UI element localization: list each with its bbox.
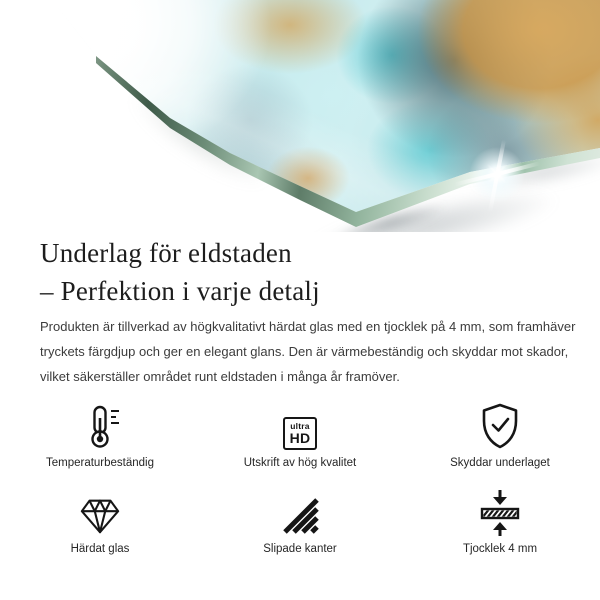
product-hero-image (0, 0, 600, 232)
feature-protects-floor (400, 400, 600, 469)
thickness-icon (478, 486, 522, 536)
feature-polished-edges (200, 486, 400, 555)
feature-temperature (0, 400, 200, 469)
shield-check-icon (477, 400, 523, 450)
product-description-text (40, 314, 575, 389)
description-line: vilket säkerställer området runt eldstaden i många år framöver. (40, 369, 400, 384)
feature-row-2 (0, 486, 600, 555)
ultra-hd-icon-text-top: ultra (290, 421, 310, 431)
feature-label: Temperaturbeständig (45, 457, 155, 469)
ultra-hd-icon (283, 400, 317, 450)
section-title-line1: Underlag för eldstaden (40, 238, 292, 268)
feature-tempered-glass (0, 486, 200, 555)
feature-thickness (400, 486, 600, 555)
feature-label: Utskrift av hög kvalitet (243, 457, 357, 469)
section-title (40, 234, 320, 310)
sparkle-core (494, 171, 501, 178)
section-title-line2: – Perfektion i varje detalj (40, 276, 320, 306)
diamond-icon (77, 486, 123, 536)
feature-label: Skyddar underlaget (450, 457, 550, 469)
description-line: tryckets färgdjup och ger en elegant glans. Den är värmebeständig och skyddar mot skador, (40, 344, 569, 359)
description-line: Produkten är tillverkad av högkvalitativt härdat glas med en tjocklek på 4 mm, som framhäver (40, 319, 576, 334)
feature-row-1 (0, 400, 600, 469)
feature-label: Tjocklek 4 mm (462, 543, 538, 555)
beveled-edges-icon (279, 486, 321, 536)
feature-print-quality (200, 400, 400, 469)
feature-label: Slipade kanter (263, 543, 337, 555)
ultra-hd-icon-text-bottom: HD (289, 430, 311, 446)
feature-label: Härdat glas (70, 543, 130, 555)
thermometer-icon (77, 400, 123, 450)
